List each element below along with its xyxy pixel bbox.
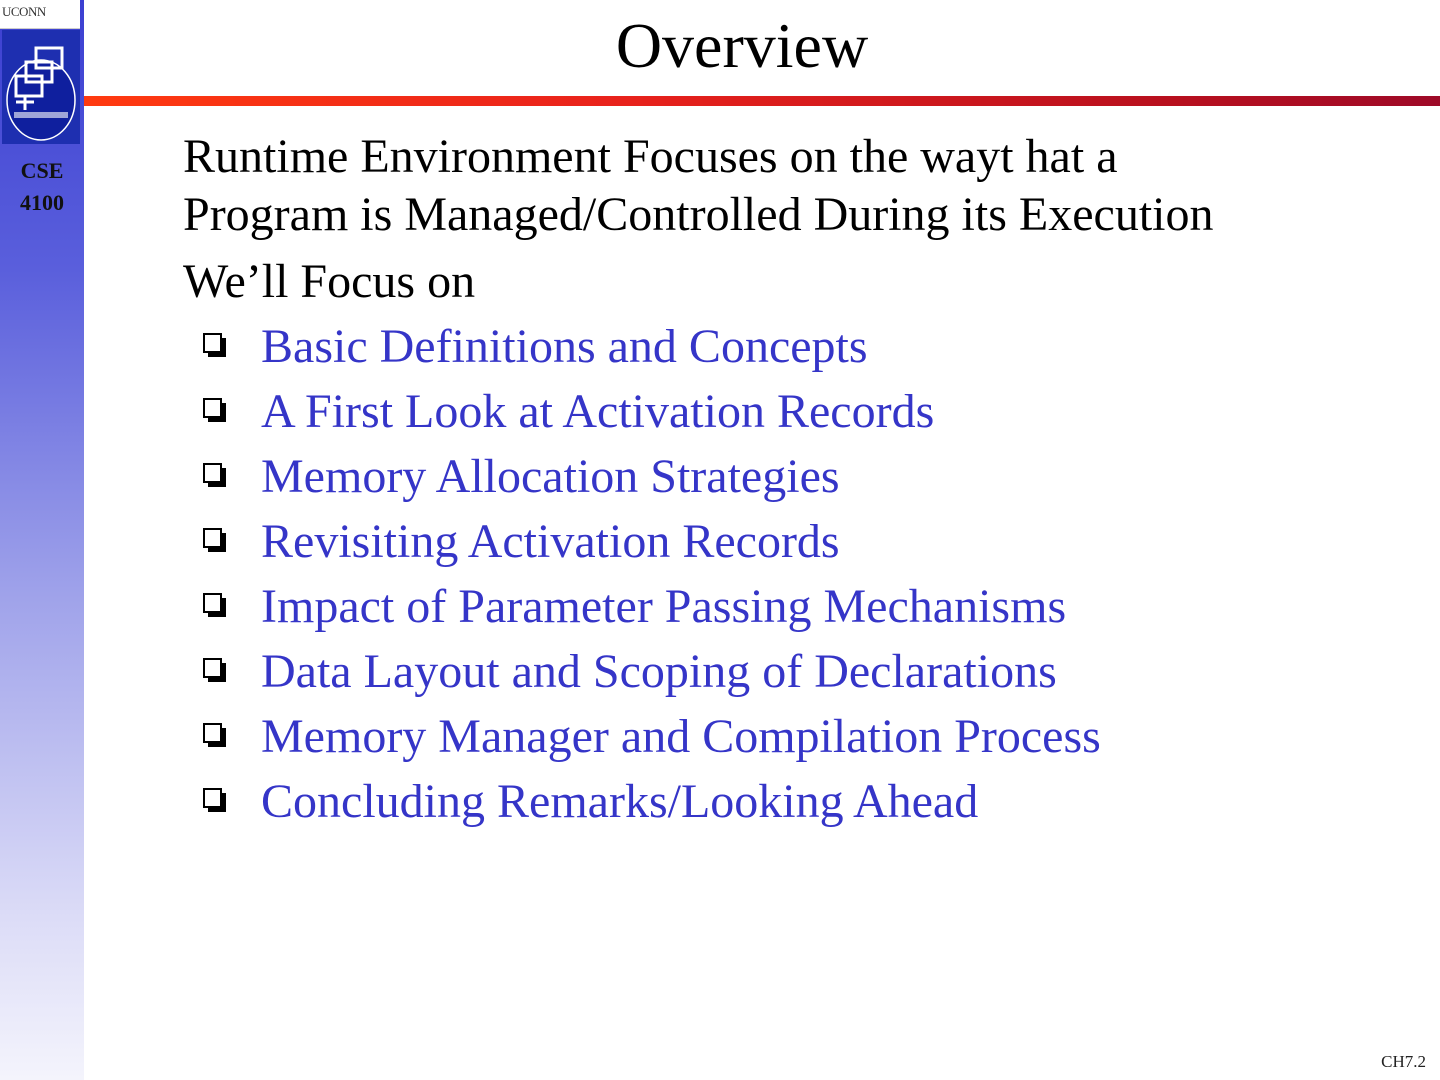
sub-bullet-text: Impact of Parameter Passing Mechanisms	[261, 580, 1067, 633]
sub-bullet-item	[261, 448, 840, 506]
sub-bullet-text: Memory Manager and Compilation Process	[261, 710, 1101, 763]
sub-bullet-item	[261, 383, 934, 441]
bullet-item	[183, 128, 1214, 244]
bullet-line: Program is Managed/Controlled During its Execution	[183, 188, 1214, 241]
title-divider	[84, 96, 1440, 106]
bullet-item	[183, 253, 475, 311]
sub-bullet-text: Basic Definitions and Concepts	[261, 320, 868, 373]
sub-bullet-text: Data Layout and Scoping of Declarations	[261, 645, 1057, 698]
sub-bullet-item	[261, 318, 868, 376]
university-logo-text: UCONN	[2, 4, 46, 19]
sub-bullet-item	[261, 643, 1057, 701]
sub-bullet-text: Memory Allocation Strategies	[261, 450, 840, 503]
sub-bullet-item	[261, 578, 1066, 636]
square-bullet-icon	[203, 723, 227, 749]
course-code-line2: 4100	[20, 190, 64, 215]
bullet-line: We’ll Focus on	[183, 255, 476, 308]
square-bullet-icon	[203, 463, 227, 489]
sidebar	[0, 0, 84, 1080]
sub-bullet-item	[261, 513, 840, 571]
sub-bullet-item	[261, 773, 978, 831]
square-bullet-icon	[203, 658, 227, 684]
bullet-line: Runtime Environment Focuses on the wayt hat a	[183, 130, 1118, 183]
course-code-line1: CSE	[20, 158, 64, 183]
square-bullet-icon	[203, 593, 227, 619]
circle-bullet-icon	[105, 140, 139, 174]
square-bullet-icon	[203, 333, 227, 359]
square-bullet-icon	[203, 788, 227, 814]
sub-bullet-text: Concluding Remarks/Looking Ahead	[261, 775, 979, 828]
course-code	[0, 155, 84, 219]
sub-bullet-item	[261, 708, 1101, 766]
department-seal-icon	[2, 30, 80, 144]
sub-bullet-text: A First Look at Activation Records	[261, 385, 935, 438]
circle-bullet-icon	[105, 265, 139, 299]
slide-title: Overview	[615, 10, 869, 81]
slide-number: CH7.2	[1381, 1052, 1426, 1071]
university-logo	[0, 0, 80, 29]
sub-bullet-text: Revisiting Activation Records	[261, 515, 840, 568]
square-bullet-icon	[203, 398, 227, 424]
square-bullet-icon	[203, 528, 227, 554]
